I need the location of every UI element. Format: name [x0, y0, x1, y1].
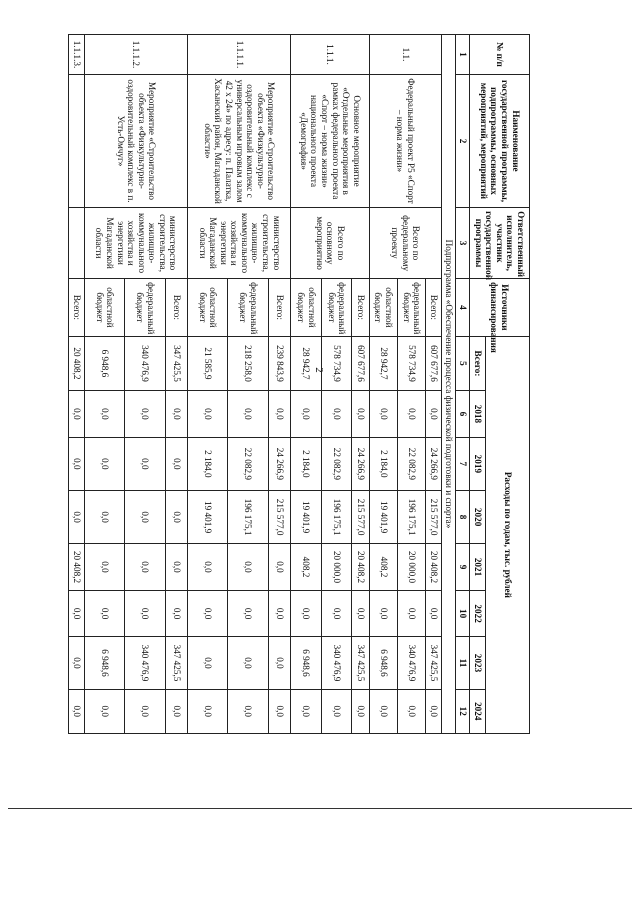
row-source: областной бюджет	[291, 279, 322, 337]
row-value: 0,0	[188, 544, 228, 591]
header-total: Всего:	[470, 336, 486, 390]
row-value: 215 577,0	[426, 490, 442, 543]
row-value: 6 948,6	[85, 336, 125, 390]
row-source: федеральный бюджет	[228, 279, 268, 337]
row-value: 0,0	[321, 590, 352, 637]
header-year: 2020	[470, 490, 486, 543]
row-value: 20 408,2	[352, 544, 369, 591]
row-source: федеральный бюджет	[125, 279, 165, 337]
row-number: 1.1.	[369, 35, 442, 75]
row-value: 20 408,2	[426, 544, 442, 591]
row-value: 0,0	[69, 391, 85, 438]
bottom-rule	[8, 808, 632, 809]
column-number: 4	[456, 279, 470, 337]
column-number: 6	[456, 391, 470, 438]
row-value: 0,0	[228, 391, 268, 438]
row-source: Всего:	[165, 279, 188, 337]
row-name: Мероприятие «Строительство объекта «Физкультурно-оздоровительный комплекс с универсальным игровым залом 42 х 24» по адресу: п. Палатка, Хасынский район, Магаданской области»	[188, 74, 291, 207]
row-executor: Всего по основному мероприятию	[291, 208, 369, 279]
table-row	[426, 35, 442, 734]
row-value: 578 734,9	[321, 336, 352, 390]
row-value: 196 175,1	[398, 490, 426, 543]
row-value: 0,0	[228, 689, 268, 733]
table-row	[165, 35, 188, 734]
row-value: 20 000,0	[321, 544, 352, 591]
row-value: 0,0	[398, 590, 426, 637]
header-year: 2024	[470, 689, 486, 733]
row-executor	[69, 208, 85, 279]
row-value: 0,0	[369, 689, 397, 733]
row-name: Мероприятие «Строительство объекта «Физкультурно-оздоровительный комплекс в п. Усть-Омчуг»	[85, 74, 188, 207]
row-value: 215 577,0	[352, 490, 369, 543]
row-number: 1.1.1.3.	[69, 35, 85, 75]
row-value: 0,0	[268, 689, 291, 733]
page-number: 2	[312, 367, 325, 373]
column-number: 7	[456, 437, 470, 490]
table-row	[69, 35, 85, 734]
row-value: 2 184,0	[188, 437, 228, 490]
subprogram-title: Подпрограмма «Обеспечение процесса физической подготовки и спорта»	[442, 35, 456, 734]
row-value: 408,2	[369, 544, 397, 591]
row-value: 218 258,0	[228, 336, 268, 390]
table-row	[352, 35, 369, 734]
row-value: 340 476,9	[125, 336, 165, 390]
row-value: 578 734,9	[398, 336, 426, 390]
table-row	[268, 35, 291, 734]
row-value: 6 948,6	[85, 637, 125, 689]
row-value: 0,0	[188, 590, 228, 637]
header-year: 2019	[470, 437, 486, 490]
row-value: 0,0	[291, 391, 322, 438]
column-number: 11	[456, 637, 470, 689]
column-number: 1	[456, 35, 470, 75]
column-number: 10	[456, 590, 470, 637]
row-value: 24 266,9	[352, 437, 369, 490]
row-value: 0,0	[85, 490, 125, 543]
row-value: 0,0	[268, 590, 291, 637]
column-number: 3	[456, 208, 470, 279]
row-value: 0,0	[125, 437, 165, 490]
row-value: 0,0	[165, 590, 188, 637]
row-value: 0,0	[125, 544, 165, 591]
row-value: 0,0	[85, 590, 125, 637]
row-value: 19 401,9	[291, 490, 322, 543]
row-value: 20 000,0	[398, 544, 426, 591]
row-source: областной бюджет	[188, 279, 228, 337]
row-value: 607 677,6	[352, 336, 369, 390]
column-number: 2	[456, 74, 470, 207]
row-value: 0,0	[228, 544, 268, 591]
row-value: 0,0	[125, 590, 165, 637]
row-value: 0,0	[85, 544, 125, 591]
row-value: 0,0	[291, 689, 322, 733]
row-source: областной бюджет	[369, 279, 397, 337]
row-value: 0,0	[188, 391, 228, 438]
row-value: 0,0	[352, 590, 369, 637]
row-number: 1.1.1.1.	[188, 35, 291, 75]
row-value: 0,0	[398, 689, 426, 733]
row-source: Всего:	[268, 279, 291, 337]
row-value: 340 476,9	[321, 637, 352, 689]
row-name: Основное мероприятие «Отдельные мероприятия в рамках федерального проекта «Спорт – норма жизни» национального проекта «Демография»	[291, 74, 369, 207]
row-value: 0,0	[426, 590, 442, 637]
row-value: 0,0	[321, 391, 352, 438]
row-name	[69, 74, 85, 207]
row-value: 28 942,7	[291, 336, 322, 390]
header-name: Наименование государственной программы, подпрограммы, основных мероприятий, мероприятий	[470, 74, 530, 207]
row-value: 0,0	[69, 689, 85, 733]
row-value: 22 082,9	[398, 437, 426, 490]
row-value: 0,0	[125, 689, 165, 733]
row-executor: министерство строительства, жилищно-коммунального хозяйства и энергетики Магаданской области	[188, 208, 291, 279]
row-value: 0,0	[69, 437, 85, 490]
row-value: 196 175,1	[228, 490, 268, 543]
row-value: 239 843,9	[268, 336, 291, 390]
row-value: 0,0	[352, 391, 369, 438]
row-value: 347 425,5	[165, 336, 188, 390]
row-value: 20 408,2	[69, 544, 85, 591]
column-number: 9	[456, 544, 470, 591]
row-name: Федеральный проект Р5 «Спорт – норма жизни»	[369, 74, 442, 207]
row-value: 215 577,0	[268, 490, 291, 543]
row-value: 0,0	[228, 637, 268, 689]
header-no: № п/п	[470, 35, 530, 75]
row-value: 0,0	[85, 437, 125, 490]
row-value: 21 585,9	[188, 336, 228, 390]
row-value: 0,0	[291, 590, 322, 637]
row-value: 0,0	[268, 544, 291, 591]
row-value: 2 184,0	[291, 437, 322, 490]
row-value: 0,0	[69, 637, 85, 689]
header-executor: Ответственный исполнитель, участник государственной программы	[470, 208, 530, 279]
row-source: федеральный бюджет	[321, 279, 352, 337]
header-year: 2022	[470, 590, 486, 637]
row-value: 0,0	[426, 391, 442, 438]
row-value: 28 942,7	[369, 336, 397, 390]
row-value: 0,0	[69, 490, 85, 543]
row-value: 347 425,5	[426, 637, 442, 689]
row-value: 347 425,5	[165, 637, 188, 689]
header-year: 2021	[470, 544, 486, 591]
row-value: 196 175,1	[321, 490, 352, 543]
row-value: 24 266,9	[268, 437, 291, 490]
row-source: Всего:	[352, 279, 369, 337]
header-source: Источники финансирования	[470, 279, 530, 337]
row-value: 20 408,2	[69, 336, 85, 390]
row-value: 340 476,9	[125, 637, 165, 689]
row-value: 0,0	[165, 490, 188, 543]
row-value: 0,0	[125, 490, 165, 543]
row-value: 347 425,5	[352, 637, 369, 689]
row-source: федеральный бюджет	[398, 279, 426, 337]
row-value: 0,0	[188, 689, 228, 733]
row-value: 0,0	[398, 391, 426, 438]
row-value: 0,0	[228, 590, 268, 637]
row-executor: министерство строительства, жилищно-коммунального хозяйства и энергетики Магаданской области	[85, 208, 188, 279]
row-value: 0,0	[69, 590, 85, 637]
row-value: 0,0	[165, 437, 188, 490]
row-value: 6 948,6	[369, 637, 397, 689]
row-source: Всего:	[69, 279, 85, 337]
rotated-table-wrapper	[68, 34, 530, 734]
row-value: 24 266,9	[426, 437, 442, 490]
header-expenses: Расходы по годам, тыс. рублей	[486, 336, 530, 733]
row-source: Всего:	[426, 279, 442, 337]
header-year: 2023	[470, 637, 486, 689]
row-value: 0,0	[188, 637, 228, 689]
row-value: 607 677,6	[426, 336, 442, 390]
row-value: 0,0	[125, 391, 165, 438]
row-value: 408,2	[291, 544, 322, 591]
row-value: 6 948,6	[291, 637, 322, 689]
row-value: 0,0	[268, 391, 291, 438]
row-source: областной бюджет	[85, 279, 125, 337]
row-value: 0,0	[165, 391, 188, 438]
row-value: 0,0	[165, 689, 188, 733]
expenses-table	[68, 34, 530, 734]
row-value: 0,0	[426, 689, 442, 733]
row-value: 22 082,9	[321, 437, 352, 490]
row-value: 0,0	[85, 391, 125, 438]
row-value: 22 082,9	[228, 437, 268, 490]
column-number: 5	[456, 336, 470, 390]
row-value: 0,0	[321, 689, 352, 733]
row-value: 340 476,9	[398, 637, 426, 689]
row-value: 0,0	[369, 391, 397, 438]
row-number: 1.1.1.2.	[85, 35, 188, 75]
column-number: 12	[456, 689, 470, 733]
row-value: 19 401,9	[188, 490, 228, 543]
row-value: 0,0	[352, 689, 369, 733]
column-number: 8	[456, 490, 470, 543]
header-year: 2018	[470, 391, 486, 438]
row-executor: Всего по федеральному проекту	[369, 208, 442, 279]
row-value: 0,0	[369, 590, 397, 637]
row-value: 0,0	[268, 637, 291, 689]
row-value: 19 401,9	[369, 490, 397, 543]
row-value: 2 184,0	[369, 437, 397, 490]
row-value: 0,0	[85, 689, 125, 733]
row-value: 0,0	[165, 544, 188, 591]
row-number: 1.1.1.	[291, 35, 369, 75]
